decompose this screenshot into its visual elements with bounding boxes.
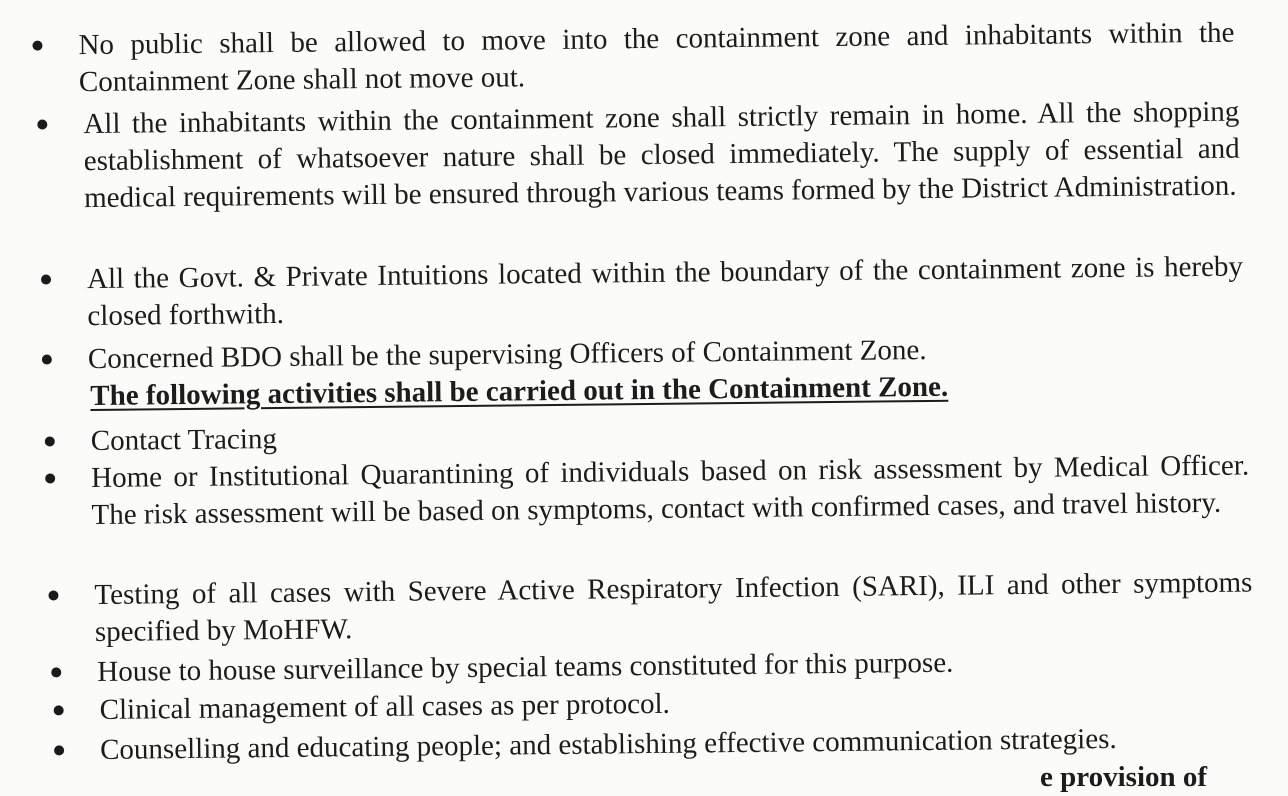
list-item (94, 564, 1253, 651)
list-item (83, 94, 1240, 218)
bullet-icon (37, 119, 47, 129)
activities-heading-period: . (940, 370, 949, 403)
activities-heading-text: The following activities shall be carried out in the Containment Zone (90, 370, 942, 413)
list-item-text: Concerned BDO shall be the supervising Officers of Containment Zone. (87, 333, 927, 376)
list-item-text: No public shall be allowed to move into the containment zone and inhabitants within the Containment Zone shall not move out. (78, 16, 1235, 99)
list-item (88, 329, 1244, 379)
activities-heading (90, 369, 948, 415)
bullet-icon (45, 473, 55, 483)
bullet-icon (54, 705, 64, 715)
list-item (91, 448, 1250, 535)
bullet-icon (41, 274, 51, 284)
bullet-icon (42, 354, 52, 364)
list-item-text: All the inhabitants within the containment zone shall strictly remain in home. All the shopping establishment of whatsoever nature shall be closed immediately. The supply of essential and medical requirements will be ensured through various teams formed by the District Administration. (83, 95, 1240, 215)
bullet-icon (48, 590, 58, 600)
list-item-text: Home or Institutional Quarantining of individuals based on risk assessment by Medical Officer. The risk assessment will be based on symptoms, contact with confirmed cases, and travel history. (91, 449, 1250, 532)
list-item-text: All the Govt. & Private Intuitions located within the boundary of the containment zone is hereby closed forthwith. (86, 250, 1244, 333)
cutoff-next-line (1040, 761, 1235, 795)
list-item-text: House to house surveillance by special teams constituted for this purpose. (97, 646, 954, 688)
list-item (78, 15, 1235, 102)
list-item-text: Contact Tracing (90, 423, 278, 458)
bullet-icon (45, 436, 55, 446)
cutoff-text: e provision of (1040, 761, 1208, 793)
list-item-text: Counselling and educating people; and establishing effective communication strategies. (99, 722, 1117, 766)
list-item (87, 249, 1244, 336)
bullet-icon (51, 667, 61, 677)
list-item-text: Testing of all cases with Severe Active Respiratory Infection (SARI), ILI and other symptoms specified by MoHFW. (94, 566, 1253, 649)
bullet-icon (32, 41, 42, 51)
list-item-text: Clinical management of all cases as per protocol. (99, 687, 670, 726)
bullet-icon (54, 745, 64, 755)
